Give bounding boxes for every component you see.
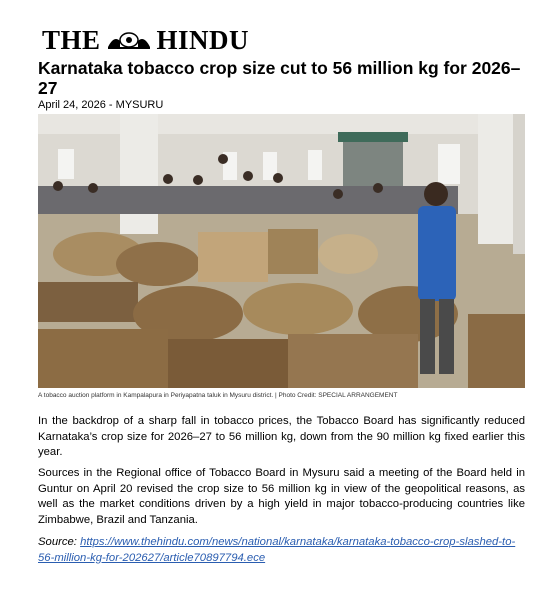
- paragraph-2: Sources in the Regional office of Tobacco Board in Mysuru said a meeting of the Board held in Guntur on April 20 revised the crop size to 56 million kg in view of the geopolitical reasons, as well as the market conditions driven by a high yield in major tobacco-producing countries like Zimbabwe, Brazil and Tanzania.: [38, 467, 525, 526]
- emblem-icon: [106, 29, 152, 51]
- article-dateline: April 24, 2026 - MYSURU: [38, 99, 164, 111]
- photo-caption: A tobacco auction platform in Kampalapura in Periyapatna taluk in Mysuru district. | Photo Credit: SPECIAL ARRANGEMENT: [38, 392, 398, 399]
- masthead-left: THE: [42, 24, 101, 55]
- paragraph-1: In the backdrop of a sharp fall in tobacco prices, the Tobacco Board has significantly reduced Karnataka’s crop size for 2026–27 to 56 million kg, down from the 90 million kg fixed earlier this year.: [38, 415, 525, 458]
- article-headline: Karnataka tobacco crop size cut to 56 million kg for 2026–27: [38, 58, 521, 98]
- masthead-right: HINDU: [156, 24, 250, 55]
- tobacco-auction-photo: [38, 114, 525, 388]
- source-label: Source:: [38, 536, 77, 548]
- article-photo: [38, 114, 525, 388]
- masthead-logo: [42, 26, 302, 54]
- source-line: [38, 535, 525, 566]
- source-link[interactable]: https://www.thehindu.com/news/national/karnataka/karnataka-tobacco-crop-slashed-to-56-million-kg-for-202627/article70897794.ece: [38, 536, 516, 564]
